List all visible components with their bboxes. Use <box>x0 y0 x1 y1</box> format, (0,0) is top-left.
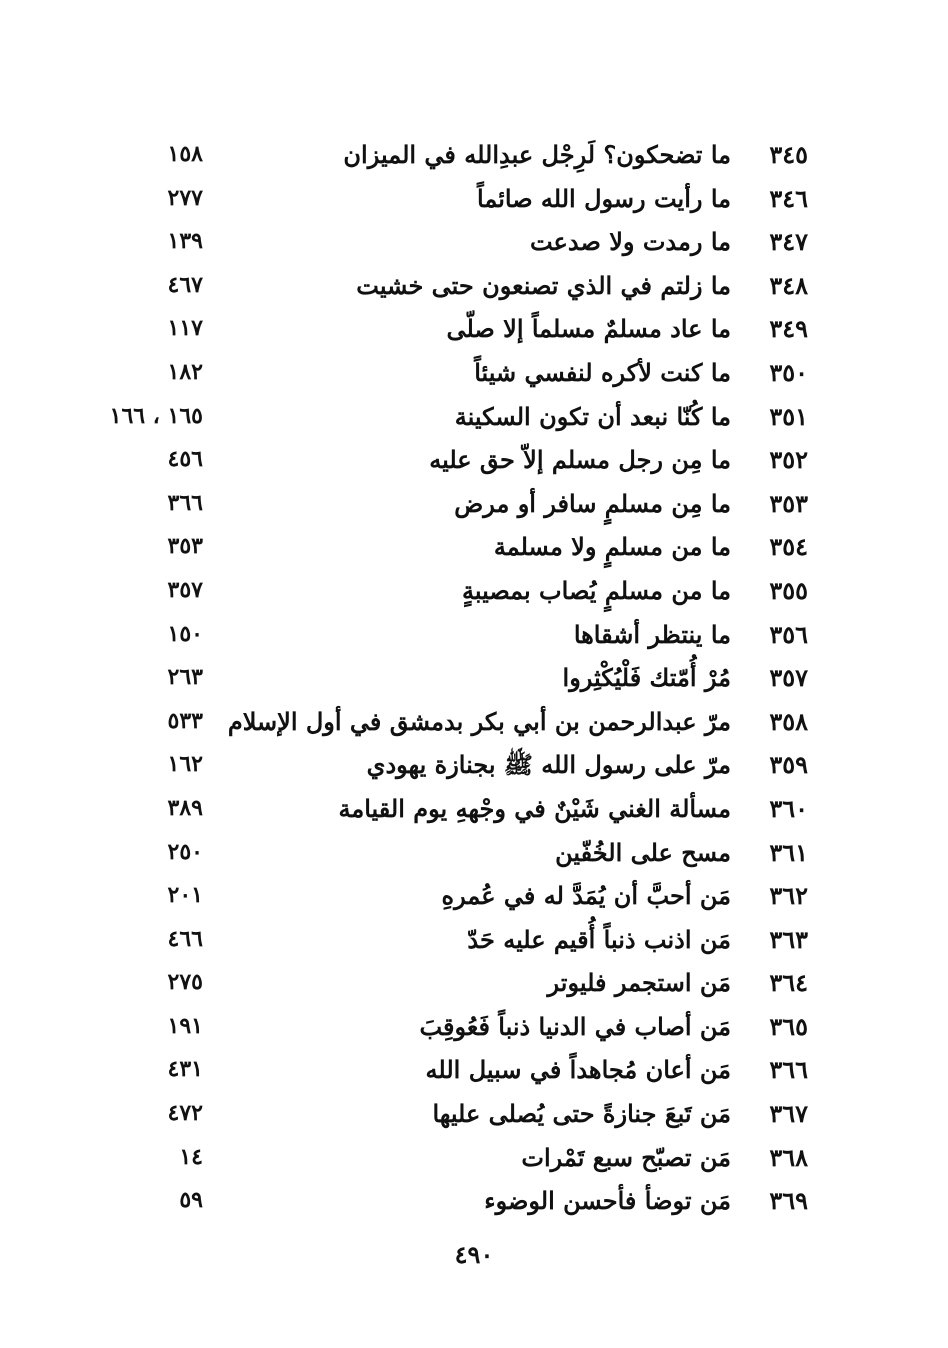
entry-number: ٣٦٣ <box>769 924 808 954</box>
index-row <box>0 613 948 657</box>
entry-title: مَن أعان مُجاهداً في سبيل الله <box>425 1055 731 1085</box>
entry-page-ref: ٤٦٧ <box>167 271 203 298</box>
entry-title: ما كنت لأكره لنفسي شيئاً <box>474 357 731 387</box>
index-row <box>0 525 948 569</box>
index-row <box>0 133 948 177</box>
entry-page-ref: ١١٧ <box>167 315 203 342</box>
entry-number: ٣٥٢ <box>769 445 808 475</box>
hadith-index-list <box>0 133 948 1223</box>
entry-title: مَن استجمر فليوتر <box>547 968 731 998</box>
index-row <box>0 874 948 918</box>
index-row <box>0 1136 948 1180</box>
page-number: ٤٩٠ <box>454 1240 494 1269</box>
entry-title: مرّ عبدالرحمن بن أبي بكر بدمشق في أول الإسلام <box>227 706 731 736</box>
index-row <box>0 918 948 962</box>
entry-number: ٣٥٧ <box>769 663 808 693</box>
entry-page-ref: ٣٥٣ <box>167 533 203 560</box>
entry-number: ٣٦٢ <box>769 881 808 911</box>
entry-page-ref: ٥٣٣ <box>167 707 203 734</box>
entry-page-ref: ٢٠١ <box>167 882 203 909</box>
entry-number: ٣٥٦ <box>769 619 808 649</box>
entry-number: ٣٥٣ <box>769 488 808 518</box>
entry-number: ٣٥٨ <box>769 706 808 736</box>
entry-page-ref: ٢٧٥ <box>167 969 203 996</box>
entry-page-ref: ١٤ <box>179 1143 203 1170</box>
entry-page-ref: ٢٦٣ <box>167 664 203 691</box>
entry-page-ref: ١٨٢ <box>167 358 203 385</box>
index-row <box>0 351 948 395</box>
entry-title: ما رأيت رسول الله صائماً <box>477 183 731 213</box>
index-row <box>0 743 948 787</box>
entry-page-ref: ٥٩ <box>179 1187 203 1214</box>
entry-page-ref: ٤٣١ <box>167 1056 203 1083</box>
entry-page-ref: ١٥٨ <box>167 141 203 167</box>
entry-page-ref: ٢٧٧ <box>167 184 203 211</box>
entry-number: ٣٤٦ <box>769 183 808 213</box>
entry-number: ٣٦٨ <box>769 1142 808 1172</box>
index-row <box>0 264 948 308</box>
entry-title: ما من مسلمٍ يُصاب بمصيبةٍ <box>461 575 731 605</box>
entry-title: ما مِن رجل مسلم إلاّ حق عليه <box>429 445 731 475</box>
entry-number: ٣٤٥ <box>769 140 808 169</box>
entry-page-ref: ٤٧٢ <box>167 1100 203 1127</box>
index-row <box>0 307 948 351</box>
entry-title: مَن توضأ فأحسن الوضوء <box>484 1186 731 1216</box>
index-row <box>0 395 948 439</box>
index-row <box>0 482 948 526</box>
index-row <box>0 438 948 482</box>
entry-title: مَن تصبّح سبع تَمْرات <box>521 1142 731 1172</box>
entry-title: ما ينتظر أشقاها <box>573 619 731 649</box>
entry-page-ref: ١٦٥ ، ١٦٦ <box>109 402 203 429</box>
entry-page-ref: ٤٦٦ <box>167 925 203 952</box>
entry-title: ما عاد مسلمٌ مسلماً إلا صلّى <box>446 314 731 344</box>
entry-title: مَن اذنب ذنباً أُقيم عليه حَدّ <box>467 924 731 954</box>
entry-title: مَن أصاب في الدنيا ذنباً فَعُوقِبَ <box>419 1011 731 1041</box>
entry-number: ٣٦٧ <box>769 1099 808 1129</box>
entry-title: ما تضحكون؟ لَرِجْل عبدِالله في الميزان <box>343 140 731 169</box>
entry-number: ٣٥٠ <box>769 357 808 387</box>
entry-number: ٣٤٨ <box>769 270 808 300</box>
entry-page-ref: ٣٦٦ <box>167 489 203 516</box>
entry-page-ref: ١٣٩ <box>167 228 203 255</box>
entry-page-ref: ٤٥٦ <box>167 446 203 473</box>
index-row <box>0 1092 948 1136</box>
entry-title: مسح على الخُفّين <box>555 837 731 867</box>
entry-number: ٣٥١ <box>769 401 808 431</box>
entry-title: ما من مسلمٍ ولا مسلمة <box>493 532 731 562</box>
entry-title: مسألة الغني شَيْنٌ في وجْههِ يوم القيامة <box>338 793 731 823</box>
entry-number: ٣٤٧ <box>769 227 808 257</box>
entry-title: ما مِن مسلمٍ سافر أو مرض <box>454 488 731 518</box>
entry-page-ref: ١٦٢ <box>167 751 203 778</box>
entry-page-ref: ٣٥٧ <box>167 576 203 603</box>
index-row <box>0 1005 948 1049</box>
entry-number: ٣٦٥ <box>769 1011 808 1041</box>
entry-title: ما كُنّا نبعد أن تكون السكينة <box>454 401 731 431</box>
entry-page-ref: ٣٨٩ <box>167 794 203 821</box>
index-row <box>0 569 948 613</box>
index-row <box>0 831 948 875</box>
entry-title: مُرْ أُمّتك فَلْيُكْثِروا <box>562 663 731 693</box>
entry-number: ٣٦١ <box>769 837 808 867</box>
index-row <box>0 177 948 221</box>
index-row <box>0 1048 948 1092</box>
entry-number: ٣٦٠ <box>769 793 808 823</box>
entry-number: ٣٥٩ <box>769 750 808 780</box>
index-row <box>0 787 948 831</box>
entry-title: مَن تَبعَ جنازةً حتى يُصلى عليها <box>432 1099 731 1129</box>
entry-number: ٣٥٤ <box>769 532 808 562</box>
entry-number: ٣٥٥ <box>769 575 808 605</box>
entry-number: ٣٦٤ <box>769 968 808 998</box>
index-row <box>0 961 948 1005</box>
index-row <box>0 700 948 744</box>
entry-title: مَن أحبَّ أن يُمَدَّ له في عُمرهِ <box>441 881 731 911</box>
entry-number: ٣٤٩ <box>769 314 808 344</box>
index-row <box>0 220 948 264</box>
entry-title: ما رمدت ولا صدعت <box>529 227 731 257</box>
entry-page-ref: ٢٥٠ <box>167 838 203 865</box>
entry-page-ref: ١٩١ <box>167 1012 203 1039</box>
entry-title: ما زلتم في الذي تصنعون حتى خشيت <box>356 270 731 300</box>
entry-title: مرّ على رسول الله ﷺ بجنازة يهودي <box>366 750 731 780</box>
entry-number: ٣٦٦ <box>769 1055 808 1085</box>
index-row <box>0 1179 948 1223</box>
entry-page-ref: ١٥٠ <box>167 620 203 647</box>
entry-number: ٣٦٩ <box>769 1186 808 1216</box>
index-row <box>0 656 948 700</box>
